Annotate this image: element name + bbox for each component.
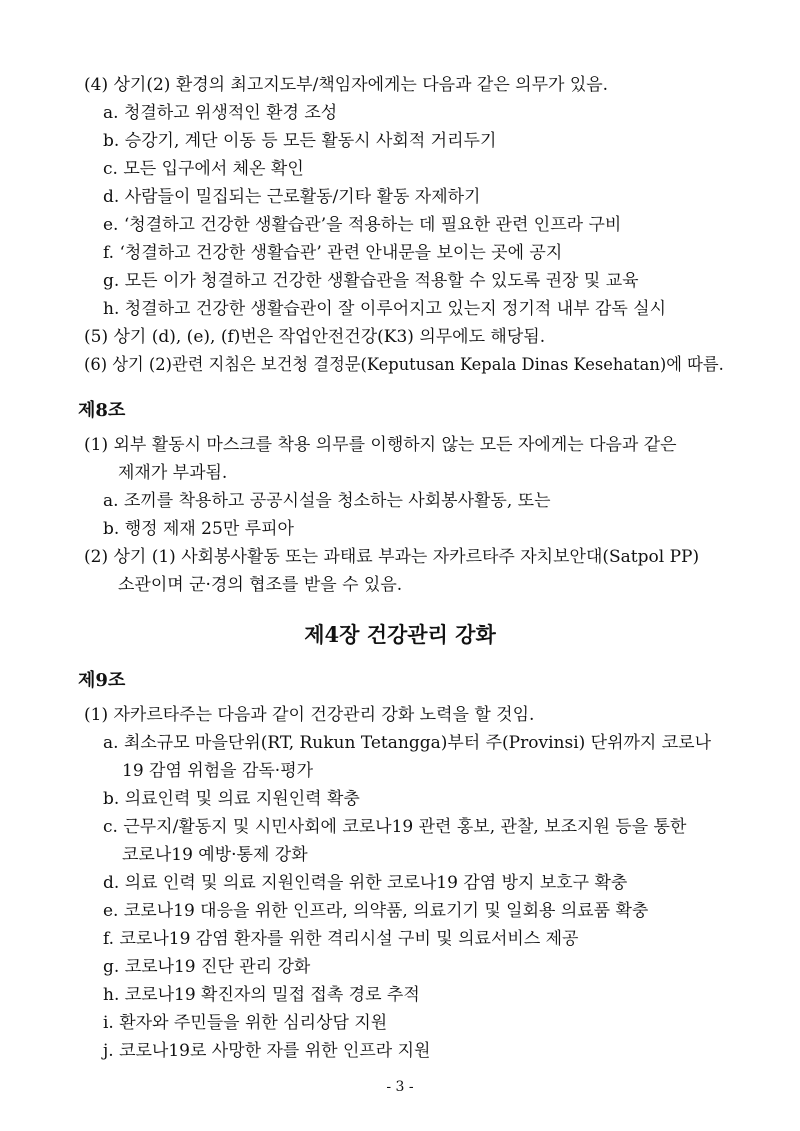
list-item: h. 청결하고 건강한 생활습관이 잘 이루어지고 있는지 정기적 내부 감독 실시 [103, 299, 667, 319]
list-item: c. 모든 입구에서 체온 확인 [103, 159, 304, 179]
list-item: c. 근무지/활동지 및 시민사회에 코로나19 관련 홍보, 관찰, 보조지원 등을 통한 [103, 817, 687, 837]
list-item: b. 행정 제재 25만 루피아 [103, 519, 294, 539]
list-item: e. ‘청결하고 건강한 생활습관’을 적용하는 데 필요한 관련 인프라 구비 [103, 215, 622, 235]
list-item: b. 의료인력 및 의료 지원인력 확충 [103, 789, 360, 809]
list-item: d. 사람들이 밀집되는 근로활동/기타 활동 자제하기 [103, 187, 481, 207]
list-item: f. ‘청결하고 건강한 생활습관’ 관련 안내문을 보이는 곳에 공지 [103, 243, 563, 263]
page-number: - 3 - [386, 1079, 414, 1095]
list-item: d. 의료 인력 및 의료 지원인력을 위한 코로나19 감염 방지 보호구 확충 [103, 873, 628, 893]
clause-2: (2) 상기 (1) 사회봉사활동 또는 과태료 부과는 자카르타주 자치보안대(Satpol PP) [84, 547, 700, 567]
list-item-continuation: 코로나19 예방·통제 강화 [122, 845, 308, 865]
clause-1-continuation: 제재가 부과됨. [118, 463, 228, 483]
chapter-title: 제4장 건강관리 강화 [304, 622, 496, 647]
article-9-title: 제9조 [78, 670, 126, 691]
clause-6: (6) 상기 (2)관련 지침은 보건청 결정문(Keputusan Kepala Dinas Kesehatan)에 따름. [84, 355, 724, 375]
list-item: a. 조끼를 착용하고 공공시설을 청소하는 사회봉사활동, 또는 [103, 491, 551, 511]
list-item: h. 코로나19 확진자의 밀접 접촉 경로 추적 [103, 985, 420, 1005]
list-item: b. 승강기, 계단 이동 등 모든 활동시 사회적 거리두기 [103, 131, 497, 151]
clause-2-continuation: 소관이며 군·경의 협조를 받을 수 있음. [118, 575, 403, 595]
list-item: g. 코로나19 진단 관리 강화 [103, 957, 311, 977]
article-8-title: 제8조 [78, 400, 126, 421]
clause-1: (1) 외부 활동시 마스크를 착용 의무를 이행하지 않는 모든 자에게는 다음과 같은 [84, 435, 677, 455]
list-item: i. 환자와 주민들을 위한 심리상담 지원 [103, 1013, 388, 1033]
list-item: f. 코로나19 감염 환자를 위한 격리시설 구비 및 의료서비스 제공 [103, 929, 579, 949]
clause-4: (4) 상기(2) 환경의 최고지도부/책임자에게는 다음과 같은 의무가 있음. [84, 75, 609, 95]
clause-5: (5) 상기 (d), (e), (f)번은 작업안전건강(K3) 의무에도 해당됨. [84, 327, 546, 347]
list-item: g. 모든 이가 청결하고 건강한 생활습관을 적용할 수 있도록 권장 및 교육 [103, 271, 639, 291]
clause-1: (1) 자카르타주는 다음과 같이 건강관리 강화 노력을 할 것임. [84, 705, 535, 725]
list-item: e. 코로나19 대응을 위한 인프라, 의약품, 의료기기 및 일회용 의료품 확충 [103, 901, 649, 921]
list-item: j. 코로나19로 사망한 자를 위한 인프라 지원 [103, 1041, 431, 1061]
list-item: a. 청결하고 위생적인 환경 조성 [103, 103, 338, 123]
list-item-continuation: 19 감염 위험을 감독·평가 [122, 761, 314, 781]
list-item: a. 최소규모 마을단위(RT, Rukun Tetangga)부터 주(Provinsi) 단위까지 코로나 [103, 733, 712, 753]
